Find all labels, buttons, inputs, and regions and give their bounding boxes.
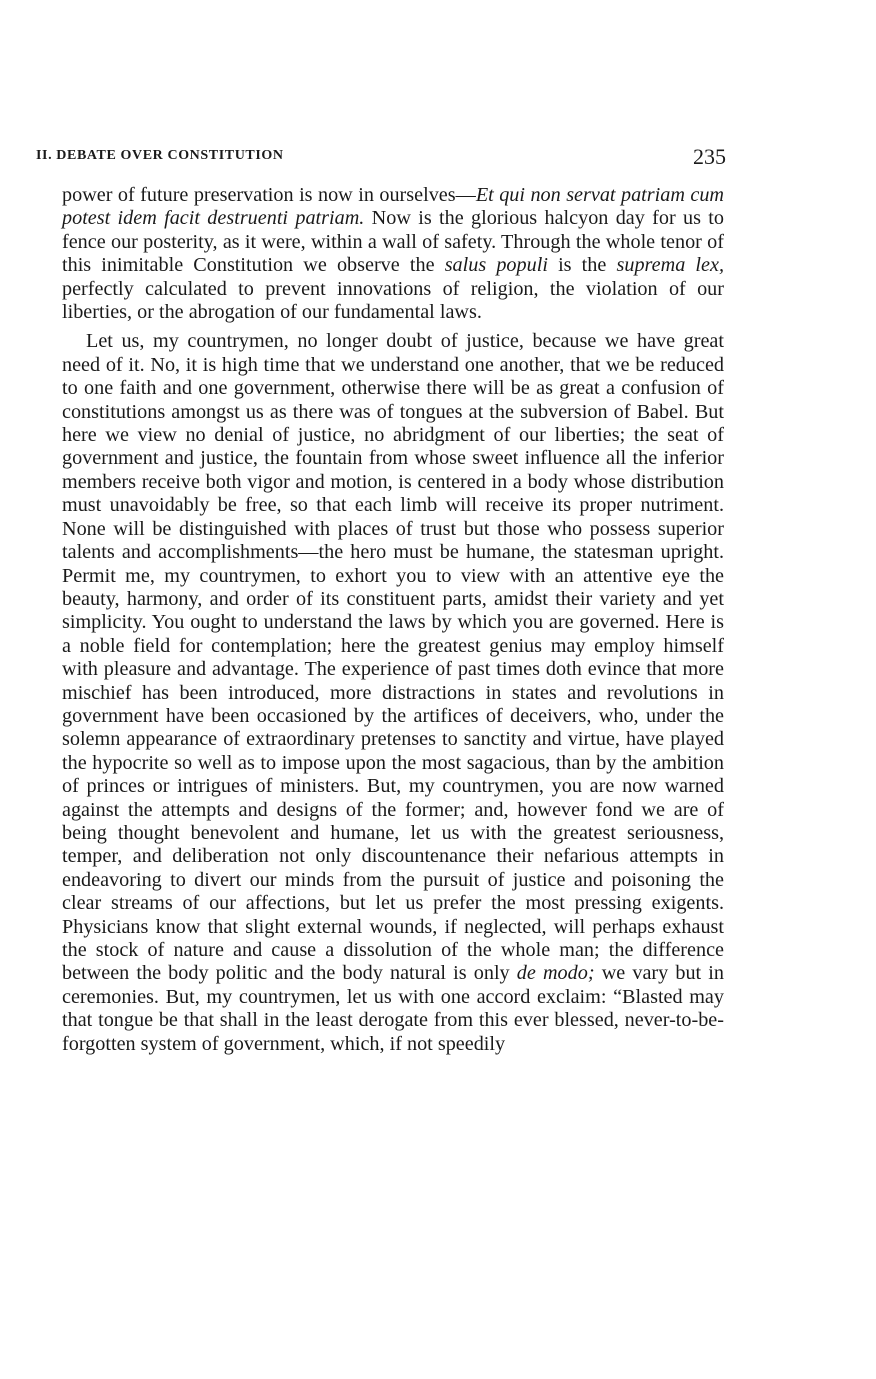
text-run: Now is the glorious halcyon day for us to fence our posterity, as it were, within a wall of safety. Through the whole tenor of this inimitable Constitution we observe the xyxy=(62,207,724,277)
section-title: II. DEBATE OVER CONSTITUTION xyxy=(36,148,284,163)
text-run: Let us, my countrymen, no longer doubt of justice, because we have great need of it. No, it is high time that we understand one another, that we be reduced to one faith and one government, otherwise there will be as great a confusion of constitutions amongst us as there was of tongues at the subversion of Babel. But here we view no denial of justice, no abridgment of our liberties; the seat of government and justice, the fountain from whose sweet influence all the inferior members receive both vigor and motion, is centered in a body whose distribution must unavoidably be free, so that each limb will receive its proper nutriment. None will be distinguished with places of trust but those who possess superior talents and accomplishments—the hero must be humane, the statesman upright. Permit me, my countrymen, to exhort you to view with an attentive eye the beauty, harmony, and order of its constituent parts, amidst their variety and yet simplicity. You ought to understand the laws by which you are governed. Here is a noble field for contemplation; here the greatest genius may employ himself with pleasure and advantage. The experience of past times doth evince that more mischief has been introduced, more distractions in states and revolutions in government have been occasioned by the artifices of deceivers, who, under the solemn appearance of extraordinary pretenses to sanctity and virtue, have played the hypocrite so well as to impose upon the most sagacious, than by the ambition of princes or intrigues of ministers. But, my countrymen, you are now warned against the attempts and designs of the former; and, however fond we are of being thought benevolent and humane, let us with the greatest seriousness, temper, and deliberation not only discountenance their nefarious attempts in endeavoring to divert our minds from the pursuit of justice and poisoning the clear streams of our affections, but let us prefer the most pressing exigents. Physicians know that slight external wounds, if neglected, will perhaps exhaust the stock of nature and cause a dissolution of the whole man; the difference between the body politic and the body natural is only xyxy=(62,330,724,985)
latin-phrase: de modo; xyxy=(516,962,595,985)
running-head xyxy=(36,144,726,170)
latin-phrase: salus populi xyxy=(444,254,548,277)
text-run: is the xyxy=(547,254,617,277)
body-text xyxy=(62,184,724,1056)
latin-phrase: suprema lex, xyxy=(616,254,724,277)
text-run: power of future preservation is now in ourselves— xyxy=(62,184,476,206)
paragraph xyxy=(62,184,724,324)
text-run: perfectly calculated to prevent innovations of religion, the violation of our liberties, or the abrogation of our fundamental laws. xyxy=(62,277,724,324)
paragraph xyxy=(62,330,724,1056)
latin-quote: Et qui non servat patriam cum potest idem facit destruenti patriam. xyxy=(62,184,725,230)
text-run: we vary but in ceremonies. But, my countrymen, let us with one accord exclaim: “Blasted may that tongue be that shall in the least derogate from this ever blessed, never-to-be-forgotten system of government, which, if not speedily xyxy=(62,962,724,1055)
page-number: 235 xyxy=(693,144,726,169)
